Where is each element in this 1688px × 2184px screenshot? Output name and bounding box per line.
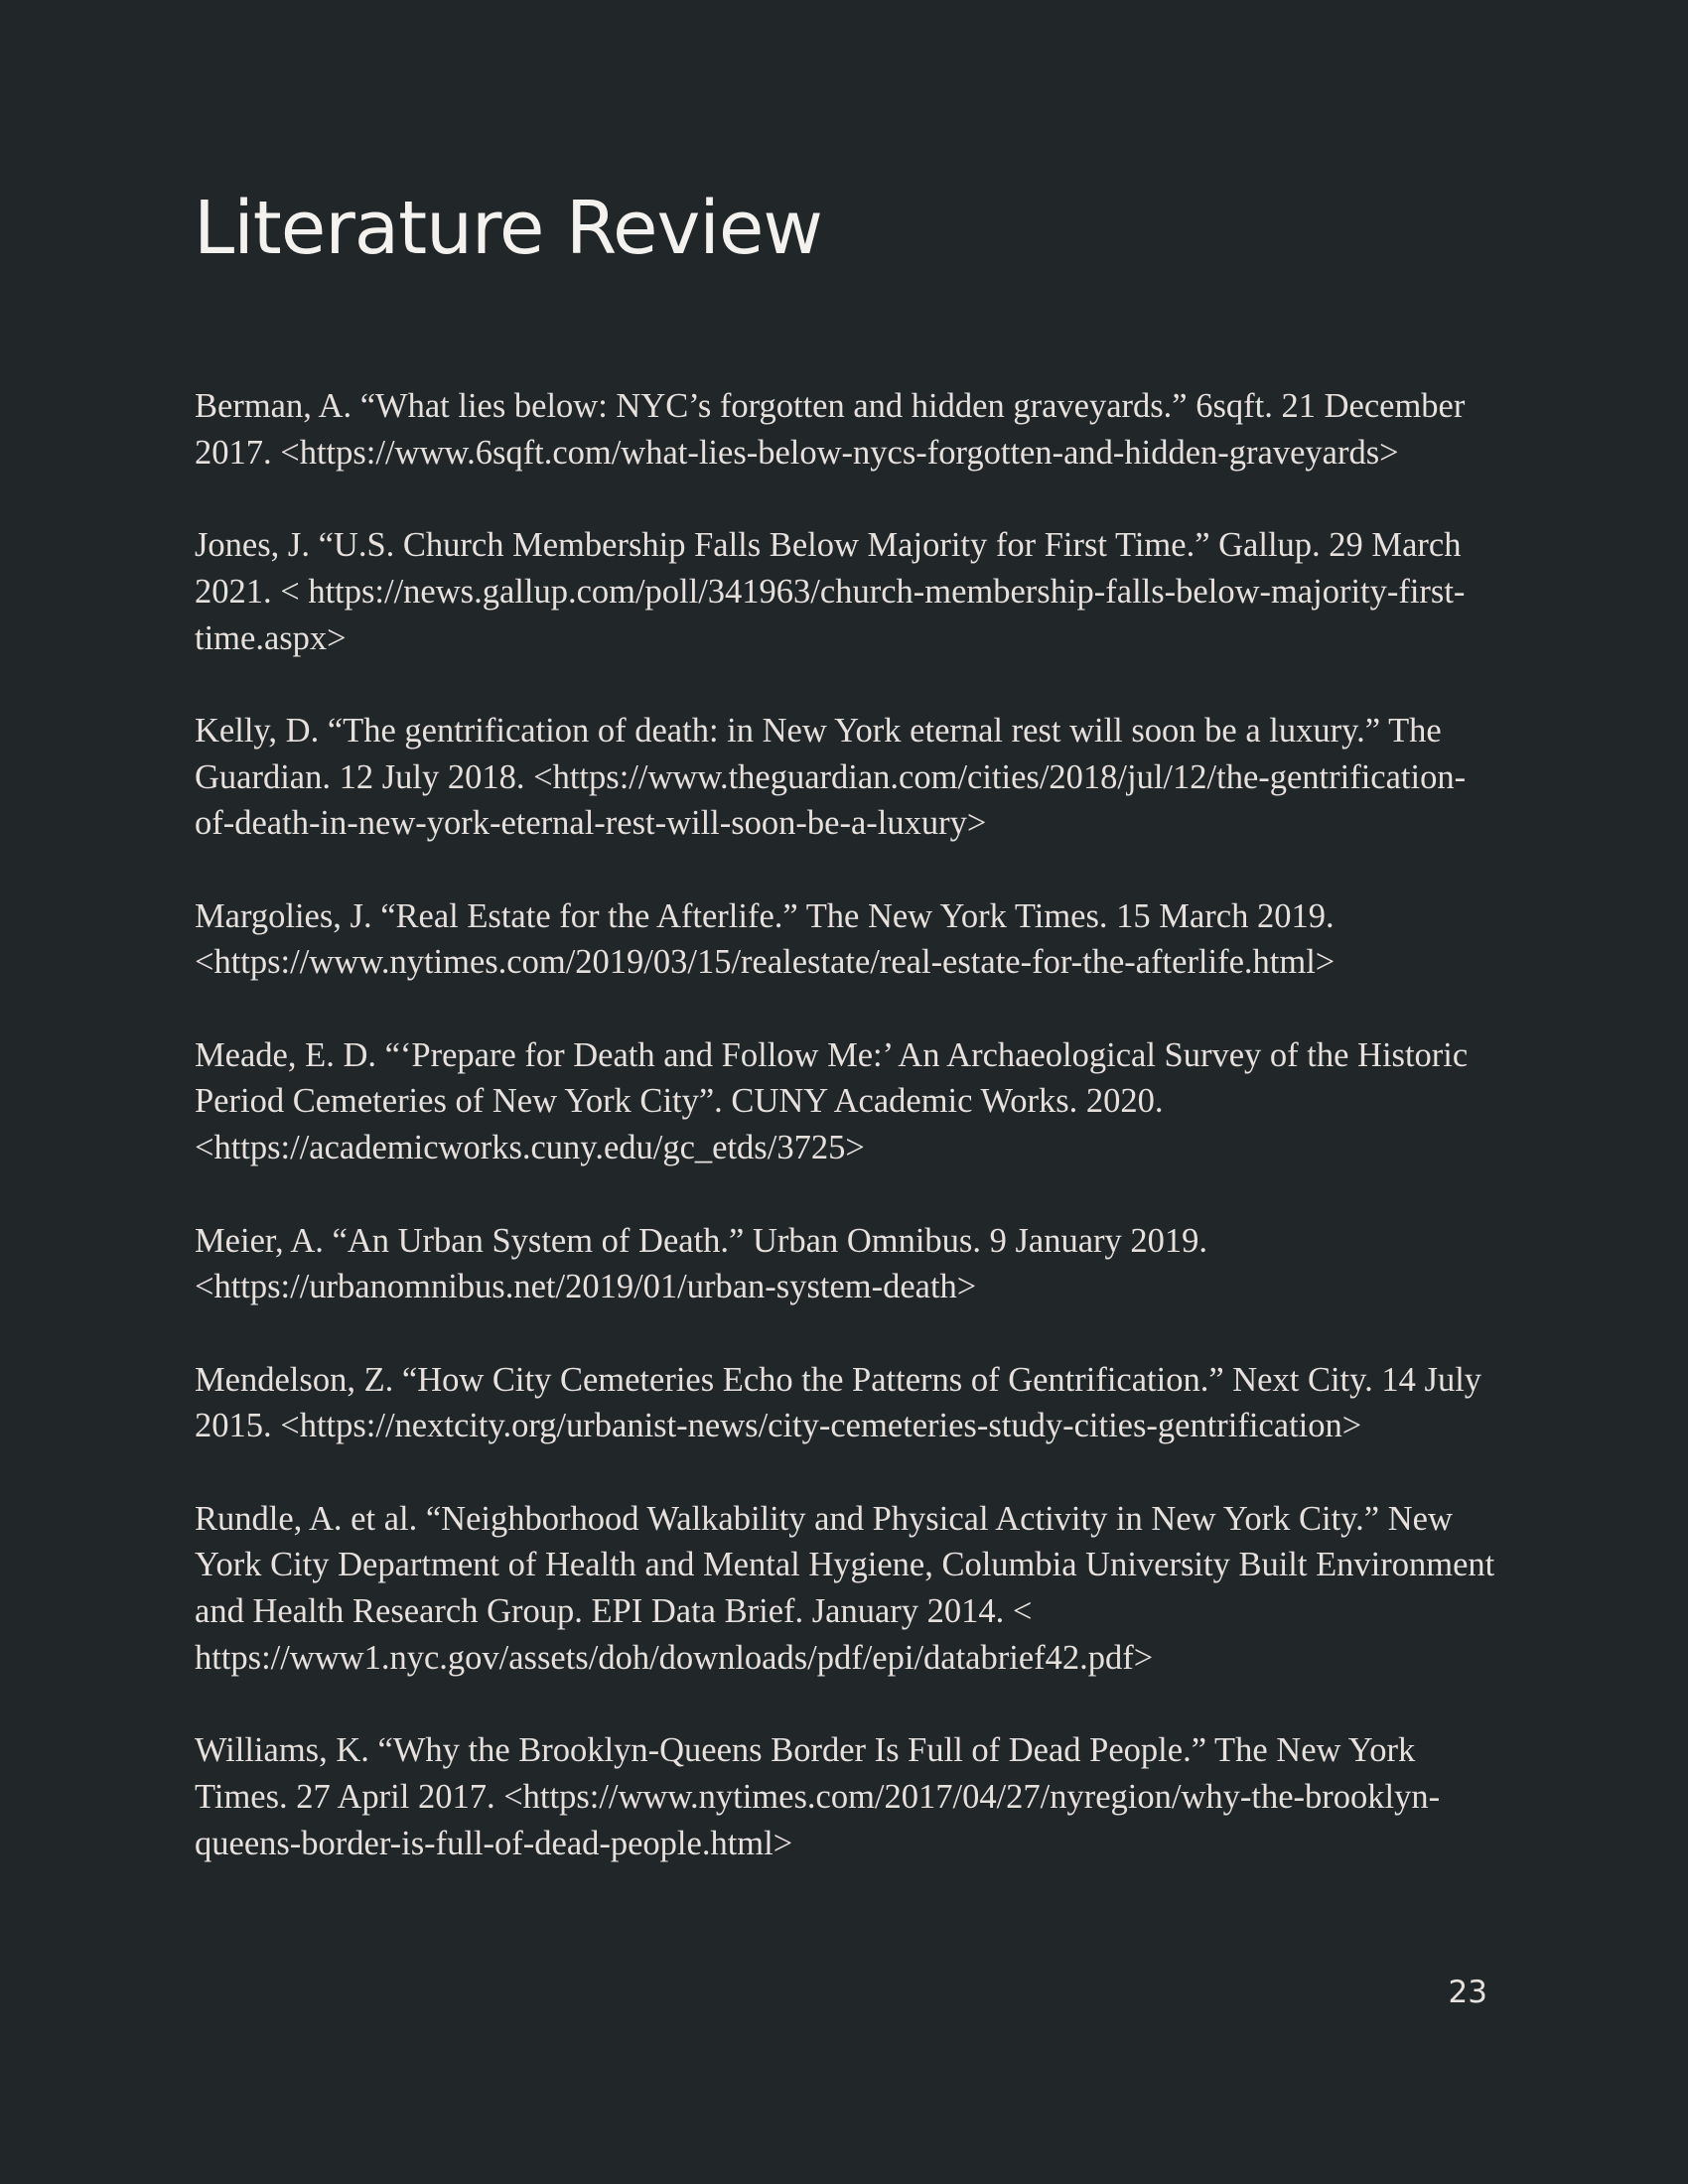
reference-entry bbox=[195, 708, 1505, 847]
reference-entry bbox=[195, 1496, 1505, 1682]
reference-link[interactable]: <https://urbanomnibus.net/2019/01/urban-system-death> bbox=[195, 1268, 977, 1306]
reference-entry bbox=[195, 1218, 1505, 1310]
reference-link[interactable]: <https://nextcity.org/urbanist-news/city-cemeteries-study-cities-gentrification> bbox=[280, 1407, 1362, 1445]
reference-link[interactable]: <https://www.nytimes.com/2019/03/15/realestate/real-estate-for-the-afterlife.html> bbox=[195, 943, 1336, 982]
reference-link[interactable]: <https://www.6sqft.com/what-lies-below-nycs-forgotten-and-hidden-graveyards> bbox=[280, 433, 1399, 472]
reference-link[interactable]: < https://www1.nyc.gov/assets/doh/downloads/pdf/epi/databrief42.pdf> bbox=[195, 1592, 1154, 1677]
reference-citation: Rundle, A. et al. “Neighborhood Walkability and Physical Activity in New York City.” New York City Department of Health and Mental Hygiene, Columbia University Built Environment and Health Research Group. EPI Data Brief. January 2014. bbox=[195, 1499, 1495, 1631]
reference-entry bbox=[195, 1727, 1505, 1866]
page-title: Literature Review bbox=[194, 186, 822, 271]
reference-list bbox=[195, 383, 1505, 1913]
reference-entry bbox=[195, 893, 1505, 986]
reference-link[interactable]: < https://news.gallup.com/poll/341963/church-membership-falls-below-majority-first-time.aspx> bbox=[195, 572, 1466, 657]
reference-citation: Margolies, J. “Real Estate for the Afterlife.” The New York Times. 15 March 2019. bbox=[195, 896, 1335, 935]
reference-citation: Meade, E. D. “‘Prepare for Death and Follow Me:’ An Archaeological Survey of the Historic Period Cemeteries of New York City”. CUNY Academic Works. 2020. bbox=[195, 1035, 1469, 1121]
reference-entry bbox=[195, 383, 1505, 476]
reference-citation: Mendelson, Z. “How City Cemeteries Echo the Patterns of Gentrification.” Next City. 14 July 2015. bbox=[195, 1360, 1482, 1445]
page-number: 23 bbox=[1448, 1975, 1487, 2010]
reference-citation: Berman, A. “What lies below: NYC’s forgotten and hidden graveyards.” 6sqft. 21 December 2017. bbox=[195, 387, 1466, 472]
reference-link[interactable]: <https://academicworks.cuny.edu/gc_etds/3725> bbox=[195, 1129, 865, 1167]
reference-entry bbox=[195, 1032, 1505, 1171]
reference-link[interactable]: <https://www.theguardian.com/cities/2018/jul/12/the-gentrification-of-death-in-new-york-eternal-rest-will-soon-be-a-luxury> bbox=[195, 757, 1467, 843]
reference-citation: Jones, J. “U.S. Church Membership Falls Below Majority for First Time.” Gallup. 29 March 2021. bbox=[195, 526, 1462, 611]
reference-entry bbox=[195, 522, 1505, 661]
reference-citation: Kelly, D. “The gentrification of death: in New York eternal rest will soon be a luxury.” The Guardian. 12 July 2018. bbox=[195, 711, 1442, 796]
reference-entry bbox=[195, 1357, 1505, 1449]
reference-citation: Williams, K. “Why the Brooklyn-Queens Border Is Full of Dead People.” The New York Times. 27 April 2017. bbox=[195, 1731, 1416, 1816]
reference-link[interactable]: <https://www.nytimes.com/2017/04/27/nyregion/why-the-brooklyn-queens-border-is-full-of-dead-people.html> bbox=[195, 1777, 1441, 1862]
reference-citation: Meier, A. “An Urban System of Death.” Urban Omnibus. 9 January 2019. bbox=[195, 1221, 1207, 1260]
